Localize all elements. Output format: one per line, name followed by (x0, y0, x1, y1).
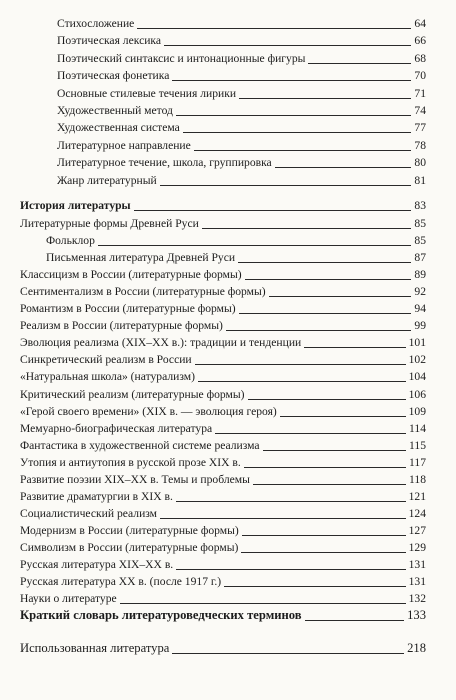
toc-entry-page-number: 89 (414, 268, 426, 282)
toc-entry-page-number: 66 (414, 34, 426, 48)
toc-entry-page-number: 81 (414, 173, 426, 187)
toc-entry (20, 369, 426, 384)
toc-entry-page-number: 121 (408, 489, 426, 503)
toc-entry-page-number: 99 (414, 319, 426, 333)
toc-entry-title: «Натуральная школа» (натурализм) (20, 370, 195, 384)
toc-entry-title: Стихосложение (57, 17, 135, 30)
toc-entry-title: Утопия и антиутопия в русской прозе XIX в. (20, 455, 241, 469)
toc-entry-title: Модернизм в России (литературные формы) (20, 523, 239, 537)
toc-entry-title: Письменная литература Древней Руси (46, 251, 236, 265)
toc-entry-title: Критический реализм (литературные формы) (20, 387, 245, 401)
toc-entry-page-number: 68 (414, 51, 426, 65)
leader-line (242, 535, 406, 536)
toc-entry-page-number: 127 (408, 523, 426, 537)
toc-entry (20, 540, 426, 555)
toc-entry-page-number: 85 (414, 234, 426, 248)
leader-line (238, 262, 411, 263)
toc-entry (20, 557, 426, 572)
toc-entry-page-number: 133 (407, 608, 426, 622)
toc-entry-title: Мемуарно-биографическая литература (20, 421, 213, 435)
toc-entry (20, 301, 426, 316)
leader-line (176, 501, 406, 502)
toc-entry-title: Краткий словарь литературоведческих терминов (20, 608, 302, 622)
leader-line (198, 381, 406, 382)
toc-entry-title: Романтизм в России (литературные формы) (20, 302, 236, 316)
toc-entry-title: Фольклор (46, 234, 95, 248)
leader-line (245, 279, 412, 280)
toc-entry-title: Художественный метод (57, 104, 173, 117)
leader-line (98, 245, 412, 246)
toc-entry (20, 216, 426, 231)
toc-entry (20, 523, 426, 538)
toc-entry (57, 103, 426, 118)
toc-entry-title: Символизм в России (литературные формы) (20, 540, 239, 554)
toc-entry-title: Социалистический реализм (20, 506, 158, 520)
leader-line (275, 167, 412, 168)
toc-entry-title: Поэтическая фонетика (57, 69, 170, 83)
toc-entry-page-number: 115 (409, 438, 426, 452)
toc-entry (57, 138, 426, 153)
leader-line (172, 80, 411, 81)
toc-entry-title: Русская литература XIX–XX в. (20, 558, 174, 571)
toc-entry (57, 173, 426, 188)
toc-entry-page-number: 71 (414, 86, 426, 100)
leader-line (194, 150, 412, 151)
toc-entry-page-number: 78 (414, 138, 426, 152)
toc-entry-page-number: 80 (414, 156, 426, 170)
toc-entry-title: «Герой своего времени» (XIX в. — эволюция героя) (20, 404, 277, 418)
toc-entry (46, 233, 426, 248)
leader-line (160, 185, 412, 186)
toc-entry (57, 16, 426, 31)
toc-entry-page-number: 87 (414, 251, 426, 265)
toc-entry (20, 438, 426, 453)
toc-entry (20, 404, 426, 419)
leader-line (164, 45, 411, 46)
leader-line (304, 347, 405, 348)
leader-line (239, 98, 411, 99)
toc-entry-page-number: 124 (408, 506, 426, 520)
leader-line (183, 132, 412, 133)
toc-entry-title: Русская литература XX в. (после 1917 г.) (20, 575, 222, 589)
toc-entry (20, 591, 426, 606)
leader-line (134, 210, 412, 211)
leader-line (269, 296, 412, 297)
toc-entry-page-number: 114 (409, 421, 426, 435)
leader-line (308, 63, 411, 64)
leader-line (226, 330, 412, 331)
toc-entry-page-number: 132 (408, 592, 426, 606)
toc-entry-title: Науки о литературе (20, 592, 117, 606)
toc-entry (57, 33, 426, 48)
toc-entry-page-number: 106 (408, 387, 426, 401)
toc-entry-page-number: 94 (414, 302, 426, 316)
toc-entry-title: Синкретический реализм в России (20, 353, 192, 367)
toc-entry (20, 455, 426, 470)
toc-entry (20, 352, 426, 367)
toc-entry-page-number: 101 (408, 336, 426, 350)
toc-entry-title: Литературное течение, школа, группировка (57, 156, 272, 170)
toc-entry (20, 472, 426, 487)
toc-entry-page-number: 102 (408, 353, 426, 367)
toc-entry-title: Жанр литературный (57, 173, 157, 187)
toc-entry (20, 318, 426, 333)
leader-line (137, 28, 411, 29)
toc-entry-title: Реализм в России (литературные формы) (20, 319, 223, 333)
leader-line (202, 228, 412, 229)
leader-line (176, 569, 405, 570)
toc-entry-title: Эволюция реализма (XIX–XX в.): традиции и тенденции (20, 336, 302, 350)
toc-entry (20, 267, 426, 282)
leader-line (305, 620, 405, 621)
toc-entry (57, 86, 426, 101)
toc-entry-page-number: 77 (414, 121, 426, 135)
toc-entry-title: Литературные формы Древней Руси (20, 217, 199, 230)
toc-entry-title: Сентиментализм в России (литературные формы) (20, 285, 266, 299)
leader-line (244, 467, 406, 468)
toc-entry (57, 120, 426, 135)
toc-entry-page-number: 117 (409, 455, 426, 469)
toc-entry (20, 421, 426, 436)
toc-entry-title: Развитие драматургии в XIX в. (20, 489, 173, 503)
toc-entry-page-number: 92 (414, 285, 426, 299)
toc-entry-page-number: 74 (414, 104, 426, 117)
toc-entry (20, 387, 426, 402)
toc-entry-page-number: 129 (408, 540, 426, 554)
section-heading-references (20, 641, 426, 656)
leader-line (195, 364, 406, 365)
toc-entry (20, 335, 426, 350)
leader-line (215, 433, 406, 434)
toc-entry-page-number: 104 (408, 370, 426, 384)
toc-entry (46, 250, 426, 265)
toc-entry-page-number: 64 (414, 17, 426, 30)
toc-entry (20, 489, 426, 504)
toc-entry (57, 68, 426, 83)
leader-line (280, 416, 406, 417)
leader-line (172, 653, 404, 654)
toc-entry (57, 155, 426, 170)
leader-line (248, 399, 406, 400)
toc-entry-page-number: 131 (408, 558, 426, 571)
toc-entry-title: Использованная литература (20, 641, 170, 655)
section-heading-dictionary (20, 608, 426, 623)
toc-entry (20, 284, 426, 299)
toc-entry-title: Художественная система (57, 121, 180, 135)
toc-entry-page-number: 218 (407, 641, 426, 655)
leader-line (241, 552, 405, 553)
leader-line (176, 115, 411, 116)
leader-line (224, 586, 406, 587)
leader-line (263, 450, 406, 451)
toc-entry (57, 51, 426, 66)
toc-entry-title: История литературы (20, 199, 131, 212)
toc-entry-title: Основные стилевые течения лирики (57, 86, 237, 100)
toc-entry (20, 574, 426, 589)
section-heading-history (20, 198, 426, 213)
toc-entry-page-number: 83 (414, 199, 426, 212)
toc-entry-title: Поэтическая лексика (57, 34, 162, 48)
toc-entry-page-number: 118 (409, 472, 426, 486)
toc-entry-title: Классицизм в России (литературные формы) (20, 268, 242, 282)
toc-entry-title: Развитие поэзии XIX–XX в. Темы и проблемы (20, 472, 250, 486)
toc-entry (20, 506, 426, 521)
leader-line (160, 518, 406, 519)
leader-line (253, 484, 406, 485)
toc-entry-page-number: 131 (408, 575, 426, 589)
toc-entry-title: Поэтический синтаксис и интонационные фигуры (57, 51, 306, 65)
leader-line (239, 313, 412, 314)
toc-entry-title: Фантастика в художественной системе реализма (20, 438, 260, 452)
toc-entry-page-number: 70 (414, 69, 426, 83)
leader-line (120, 603, 406, 604)
toc-entry-title: Литературное направление (57, 138, 191, 152)
toc-entry-page-number: 85 (414, 217, 426, 230)
toc-entry-page-number: 109 (408, 404, 426, 418)
